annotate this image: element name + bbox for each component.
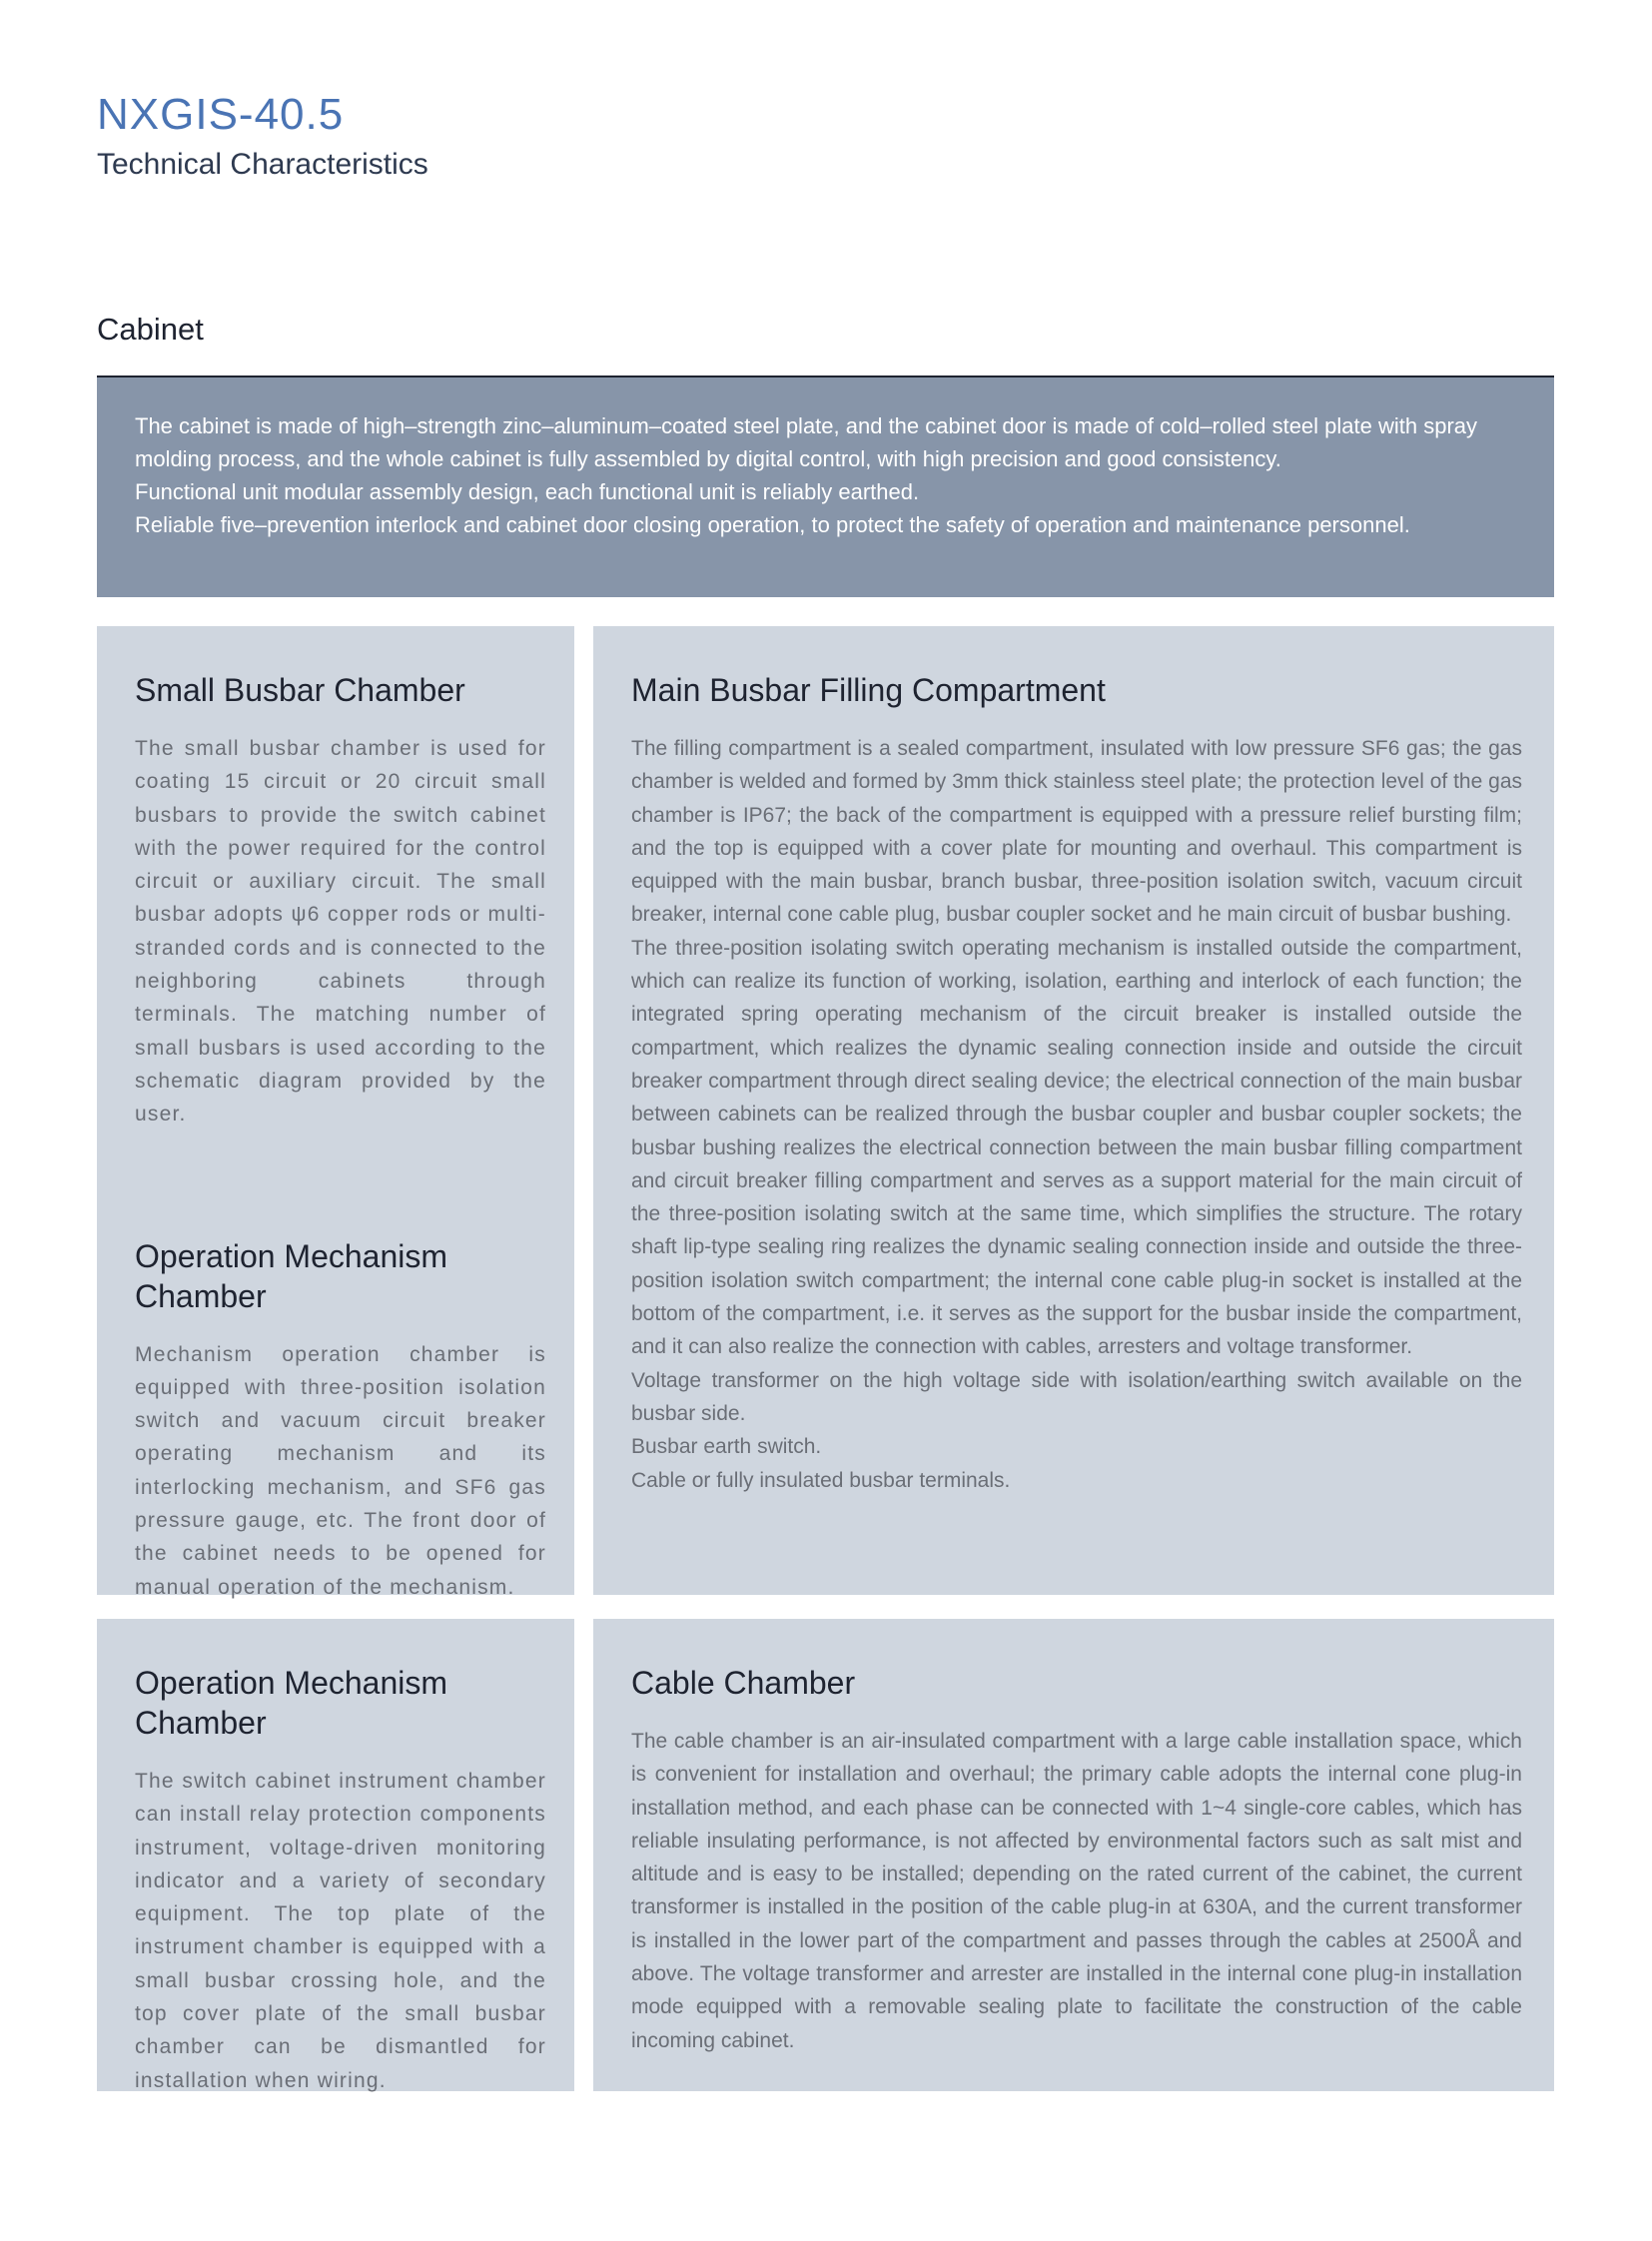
small-busbar-heading: Small Busbar Chamber <box>135 672 465 708</box>
banner-line: Reliable five–prevention interlock and cabinet door closing operation, to protect the safety of operation and maintenance personnel. <box>135 512 1410 537</box>
right-bottom-panel <box>593 1619 1554 2091</box>
document-subtitle: Technical Characteristics <box>97 148 428 181</box>
cabinet-summary-banner <box>97 377 1554 597</box>
left-bottom-panel <box>97 1619 574 2091</box>
section-title: Cabinet <box>97 312 204 347</box>
cable-chamber-text: The cable chamber is an air-insulated compartment with a large cable installation space, which is convenient for installation and overhaul; the primary cable adopts the internal cone plug-in installation method, and each phase can be connected with 1~4 single-core cables, which has reliable insulating performance, is not affected by environmental factors such as salt mist and altitude and is easy to be installed; depending on the rated current of the cabinet, the current transformer is installed in the position of the cable plug-in at 630A, and the current transformer is installed in the lower part of the compartment and passes through the cables at 2500Å and above. The voltage transformer and arrester are installed in the internal cone plug-in installation mode equipped with a removable sealing plate to facilitate the construction of the cable incoming cabinet. <box>631 1730 1522 2052</box>
main-busbar-paragraph: The three-position isolating switch operating mechanism is installed outside the compartment, which can realize its function of working, isolation, earthing and interlock of each function; the integrated spring operating mechanism of the circuit breaker is installed outside the compartment, which realizes the dynamic sealing connection inside and outside the circuit breaker compartment through direct sealing device; the electrical connection of the main busbar between cabinets can be realized through the busbar coupler and busbar coupler sockets; the busbar bushing realizes the electrical connection between the main busbar filling compartment and circuit breaker filling compartment and serves as a support material for the main circuit of the three-position isolating switch at the same time, which simplifies the structure. The rotary shaft lip-type sealing ring realizes the dynamic sealing connection inside and outside the three-position isolation switch compartment; the internal cone cable plug-in socket is installed at the bottom of the compartment, i.e. it serves as the support for the busbar inside the compartment, and it can also realize the connection with cables, arresters and voltage transformer. <box>631 936 1522 1359</box>
left-top-panel <box>97 626 574 1599</box>
right-top-panel <box>593 626 1554 1595</box>
main-busbar-paragraph: The filling compartment is a sealed compartment, insulated with low pressure SF6 gas; the gas chamber is welded and formed by 3mm thick stainless steel plate; the protection level of the gas chamber is IP67; the back of the compartment is equipped with a pressure relief bursting film; and the top is equipped with a cover plate for mounting and overhaul. This compartment is equipped with the main busbar, branch busbar, three-position isolation switch, vacuum circuit breaker, internal cone cable plug, busbar coupler socket and he main circuit of busbar bushing. <box>631 737 1522 927</box>
banner-line: Functional unit modular assembly design, each functional unit is reliably earthed. <box>135 479 920 504</box>
small-busbar-text: The small busbar chamber is used for coating 15 circuit or 20 circuit small busbars to provide the switch cabinet with the power required for the control circuit or auxiliary circuit. The small busbar adopts ψ6 copper rods or multi-stranded cords and is connected to the neighboring cabinets through terminals. The matching number of small busbars is used according to the schematic diagram provided by the user. <box>135 737 546 1126</box>
main-busbar-heading: Main Busbar Filling Compartment <box>631 672 1106 708</box>
cable-chamber-heading: Cable Chamber <box>631 1665 856 1701</box>
operation-mechanism-text: Mechanism operation chamber is equipped with three-position isolation switch and vacuum circuit breaker operating mechanism and its interlocking mechanism, and SF6 gas pressure gauge, etc. The front door of the cabinet needs to be opened for manual operation of the mechanism. <box>135 1342 546 1599</box>
main-busbar-paragraph: Busbar earth switch. <box>631 1435 822 1459</box>
document-title: NXGIS-40.5 <box>97 90 345 139</box>
instrument-chamber-heading: Operation Mechanism Chamber <box>135 1665 448 1741</box>
banner-line: The cabinet is made of high–strength zinc–aluminum–coated steel plate, and the cabinet door is made of cold–rolled steel plate with spray molding process, and the whole cabinet is fully assembled by digital control, with high precision and good consistency. <box>135 413 1478 471</box>
instrument-chamber-text: The switch cabinet instrument chamber can install relay protection components instrument, voltage-driven monitoring indicator and a variety of secondary equipment. The top plate of the instrument chamber is equipped with a small busbar crossing hole, and the top cover plate of the small busbar chamber can be dismantled for installation when wiring. <box>135 1770 546 2092</box>
main-busbar-paragraph: Cable or fully insulated busbar terminals. <box>631 1468 1011 1492</box>
main-busbar-paragraph: Voltage transformer on the high voltage side with isolation/earthing switch available on the busbar side. <box>631 1368 1522 1425</box>
operation-mechanism-heading: Operation Mechanism Chamber <box>135 1237 448 1314</box>
